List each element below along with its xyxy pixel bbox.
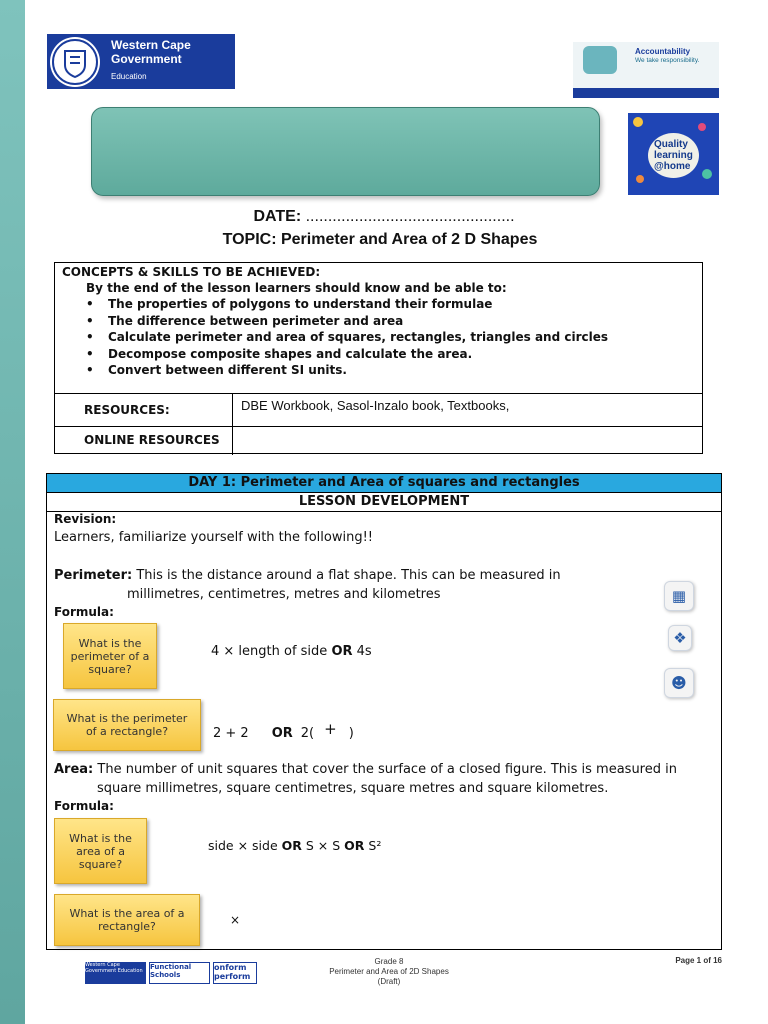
perimeter-rectangle-button[interactable]: What is the perimeter of a rectangle? — [53, 699, 201, 751]
perimeter-square-formula — [211, 644, 372, 659]
wcg-line1: Western Cape — [111, 38, 191, 52]
accountability-title: Accountability — [635, 47, 691, 56]
formula-label: Formula: — [54, 605, 114, 619]
resources-row — [55, 393, 702, 427]
date-label: DATE: — [253, 208, 302, 225]
footer-functional-schools-logo: Functional Schools — [149, 962, 210, 984]
revision-label: Revision: — [54, 512, 117, 526]
page-number: Page 1 of 16 — [675, 956, 722, 965]
perimeter-rectangle-formula — [213, 720, 354, 741]
footer-center — [300, 957, 478, 987]
wcg-line2: Government — [111, 52, 182, 66]
wcg-name — [111, 38, 191, 66]
footer-draft: (Draft) — [377, 977, 401, 986]
footer-grade: Grade 8 — [374, 957, 404, 966]
footer-onform-logo: onform perform — [213, 962, 257, 984]
list-item: • The properties of polygons to understand their formulae — [86, 296, 608, 313]
list-item: • Convert between different SI units. — [86, 362, 608, 379]
footer-wcg-logo: Western Cape Government Education — [85, 962, 146, 984]
footer-subject: Perimeter and Area of 2D Shapes — [329, 967, 449, 976]
formula-text: 2 + 2 — [213, 726, 249, 741]
list-item: • The difference between perimeter and area — [86, 313, 608, 330]
user-icon[interactable]: ☻ — [664, 668, 694, 698]
formula-text: ) — [348, 726, 354, 741]
presentation-icon[interactable]: ▦ — [664, 581, 694, 611]
list-item: • Decompose composite shapes and calculate the area. — [86, 346, 608, 363]
concepts-list — [86, 296, 608, 379]
concepts-intro: By the end of the lesson learners should know and be able to: — [86, 281, 507, 295]
divider — [232, 394, 233, 427]
online-resources-row — [55, 426, 702, 455]
hand-icon — [583, 46, 617, 74]
date-dots: ............................................... — [301, 208, 515, 225]
accountability-logo — [573, 42, 719, 98]
or-text: OR — [331, 644, 353, 659]
quality-learning-text — [648, 133, 699, 178]
formula-text: S × S — [301, 838, 345, 853]
day1-section — [46, 473, 722, 950]
ql-line1: Quality — [654, 139, 688, 150]
formula2-label: Formula: — [54, 799, 114, 813]
topic-title: TOPIC: Perimeter and Area of 2 D Shapes — [222, 231, 538, 248]
accountability-bar — [573, 88, 719, 98]
plus-text: + — [324, 720, 337, 738]
accountability-tagline: We take responsibility. — [635, 57, 700, 64]
wcg-sub: Education — [111, 72, 147, 81]
perimeter-units: millimetres, centimetres, metres and kilometres — [127, 587, 441, 602]
list-item: • Calculate perimeter and area of squares, rectangles, triangles and circles — [86, 329, 608, 346]
perimeter-definition — [54, 568, 561, 583]
area-square-button[interactable]: What is the area of a square? — [54, 818, 147, 884]
date-line — [0, 208, 768, 226]
quality-learning-logo — [628, 113, 719, 195]
area-square-formula — [208, 838, 381, 853]
or-text: OR — [344, 838, 365, 853]
perimeter-square-button[interactable]: What is the perimeter of a square? — [63, 623, 157, 689]
area-label: Area: — [54, 762, 94, 777]
dot-decoration — [633, 117, 643, 127]
concepts-heading: CONCEPTS & SKILLS TO BE ACHIEVED: — [62, 265, 321, 279]
left-sidebar-band — [0, 0, 25, 1024]
ql-line3: @home — [654, 161, 691, 172]
area-rectangle-formula: × — [230, 913, 241, 927]
divider — [232, 427, 233, 455]
title-banner — [91, 107, 600, 196]
wcg-logo — [47, 34, 235, 89]
online-resources-label: ONLINE RESOURCES — [84, 433, 220, 447]
dot-decoration — [698, 123, 706, 131]
day1-header: DAY 1: Perimeter and Area of squares and rectangles — [47, 474, 721, 493]
footer-logos — [85, 962, 257, 984]
area-definition — [54, 762, 677, 777]
resources-value: DBE Workbook, Sasol-Inzalo book, Textbooks, — [241, 398, 510, 413]
resources-label: RESOURCES: — [84, 403, 170, 417]
people-icon[interactable]: ❖ — [668, 625, 692, 651]
area-units: square millimetres, square centimetres, square metres and square kilometres. — [97, 781, 609, 796]
area-text: The number of unit squares that cover the surface of a closed figure. This is measured in — [93, 762, 677, 777]
revision-text: Learners, familiarize yourself with the following!! — [54, 530, 374, 545]
lesson-development-heading: LESSON DEVELOPMENT — [47, 493, 721, 512]
or-text: OR — [271, 726, 293, 741]
formula-text: S² — [364, 838, 382, 853]
area-rectangle-button[interactable]: What is the area of a rectangle? — [54, 894, 200, 946]
perimeter-text: This is the distance around a flat shape. This can be measured in — [132, 568, 561, 583]
dot-decoration — [636, 175, 644, 183]
dot-decoration — [702, 169, 712, 179]
formula-text: side × side — [208, 838, 282, 853]
formula-text: 4 × length of side — [211, 644, 332, 659]
perimeter-label: Perimeter: — [54, 568, 133, 583]
formula-text: 4s — [352, 644, 372, 659]
concepts-box — [54, 262, 703, 454]
ql-line2: learning — [654, 150, 693, 161]
coat-of-arms-icon — [50, 37, 100, 87]
or-text: OR — [281, 838, 302, 853]
formula-text: 2( — [300, 726, 315, 741]
